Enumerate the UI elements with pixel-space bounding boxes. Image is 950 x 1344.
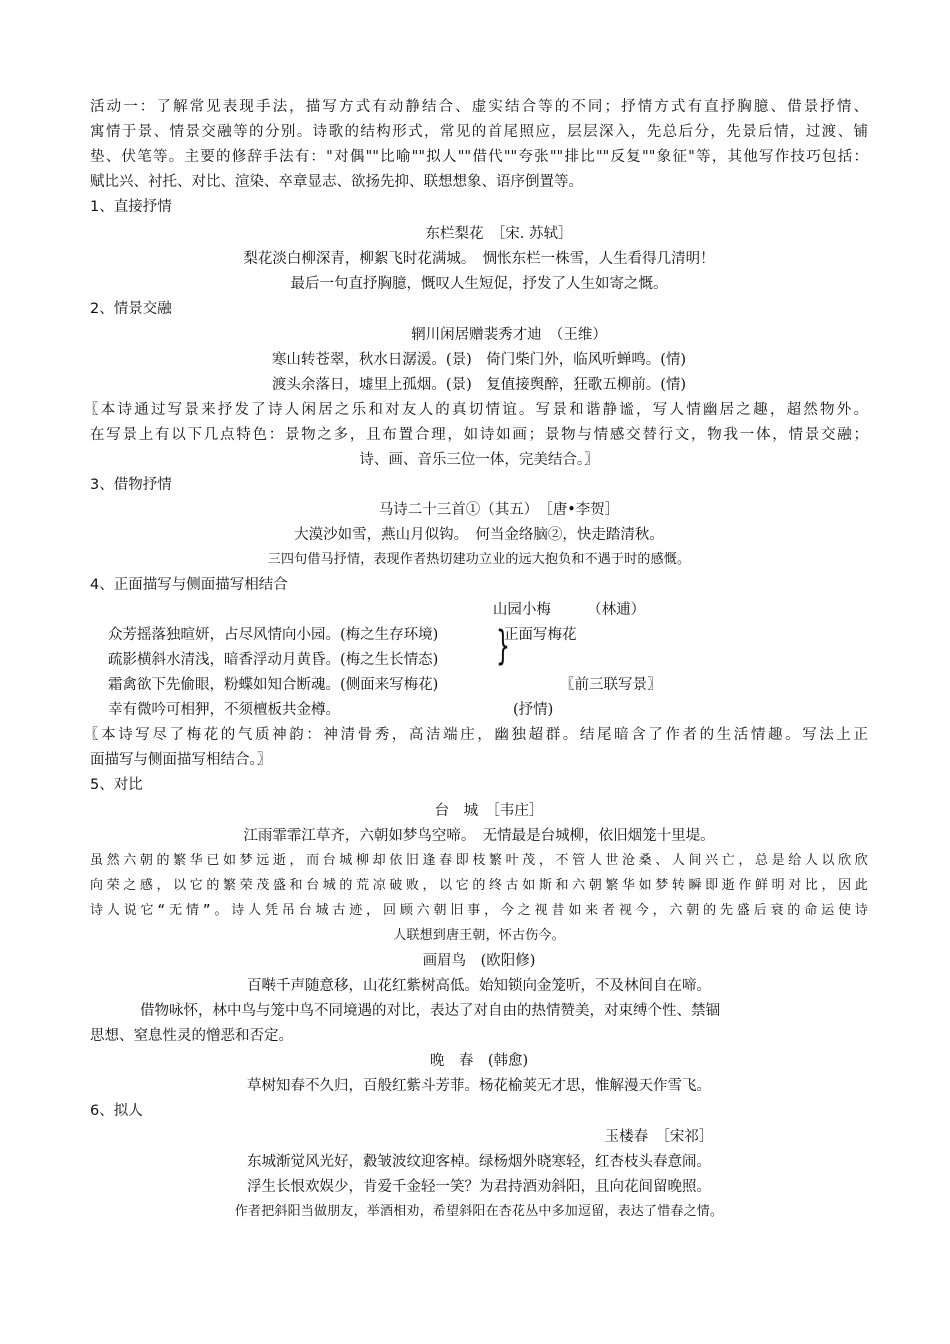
poem-title-5b: 画眉鸟 (欧阳修) bbox=[422, 953, 536, 969]
section-heading-1: 1、直接抒情 bbox=[90, 199, 172, 215]
poem-text-5b: 百啭千声随意移，山花红紫树高低。始知锁向金笼听，不及林间自在啼。 bbox=[247, 978, 711, 994]
poem-text-3: 大漠沙如雪，燕山月似钩。 何当金络脑②，快走踏清秋。 bbox=[294, 527, 664, 543]
poem-title-5c: 晚 春 (韩愈) bbox=[429, 1053, 529, 1069]
poem-title-6: 玉楼春 ［宋祁］ bbox=[604, 1129, 714, 1145]
poem-line-4d-tag: (抒情) bbox=[513, 702, 554, 718]
intro-line-2: 寓情于景、情景交融等的分别。诗歌的结构形式，常见的首尾照应，层层深入，先总后分，先景后情，过渡、铺 bbox=[90, 124, 868, 140]
poem-title-2: 辋川闲居赠裴秀才迪 （王维） bbox=[411, 327, 607, 343]
brace-label: 正面写梅花 bbox=[504, 627, 577, 643]
brace-symbol: } bbox=[496, 623, 510, 669]
poem-line-4c: 霜禽欲下先偷眼，粉蝶如知合断魂。(侧面来写梅花) bbox=[108, 677, 439, 693]
poem-title-4: 山园小梅 （林逋） bbox=[492, 602, 646, 618]
poem-note-6: 作者把斜阳当做朋友，举酒相劝，希望斜阳在杏花丛中多加逗留，表达了惜春之情。 bbox=[234, 1204, 724, 1219]
intro-line-4: 赋比兴、衬托、对比、渲染、卒章显志、欲扬先抑、联想想象、语序倒置等。 bbox=[90, 174, 583, 190]
poem-title-5a: 台 城 ［韦庄］ bbox=[434, 803, 544, 819]
poem-line-4a: 众芳摇落独暄妍，占尽风情向小园。(梅之生存环境) bbox=[108, 627, 439, 643]
section-heading-5: 5、对比 bbox=[90, 777, 143, 793]
poem-text-6a: 东城渐觉风光好，縠皱波纹迎客棹。绿杨烟外晓寒轻，红杏枝头春意闹。 bbox=[247, 1154, 711, 1170]
section-heading-2: 2、情景交融 bbox=[90, 301, 172, 317]
poem-note-4b: 面描写与侧面描写相结合。〗 bbox=[90, 752, 272, 768]
poem-note-5a4: 人联想到唐王朝，怀古伤今。 bbox=[393, 928, 565, 943]
poem-note-5a2: 向荣之感，以它的繁荣茂盛和台城的荒凉破败，以它的终古如斯和六朝繁华如梦转瞬即逝作鲜明对比，因此 bbox=[90, 878, 868, 893]
poem-text-5c: 草树知春不久归，百般红紫斗芳菲。杨花榆荚无才思，惟解漫天作雪飞。 bbox=[247, 1078, 711, 1094]
poem-title-3: 马诗二十三首①（其五） ［唐•李贺］ bbox=[378, 502, 620, 518]
poem-text-1: 梨花淡白柳深青，柳絮飞时花满城。 惆怅东栏一株雪，人生看得几清明！ bbox=[243, 251, 715, 267]
poem-line-4b: 疏影横斜水清浅，暗香浮动月黄昏。(梅之生长情态) bbox=[108, 652, 439, 668]
poem-note-2a: 〖本诗通过写景来抒发了诗人闲居之乐和对友人的真切情谊。写景和谐静谧，写人情幽居之趣，超然物外。 bbox=[84, 402, 868, 418]
poem-note-3: 三四句借马抒情，表现作者热切建功立业的远大抱负和不遇于时的感慨。 bbox=[267, 552, 691, 567]
poem-text-6b: 浮生长恨欢娱少，肯爱千金轻一笑？为君持酒劝斜阳，且向花间留晚照。 bbox=[247, 1179, 711, 1195]
poem-note-5b2: 思想、窒息性灵的憎恶和否定。 bbox=[90, 1028, 293, 1044]
poem-note-5a1: 虽然六朝的繁华已如梦远逝，而台城柳却依旧逢春即枝繁叶茂，不管人世沧桑、人间兴亡，总是给人以欣欣 bbox=[90, 853, 868, 868]
poem-text-5a: 江雨霏霏江草齐，六朝如梦鸟空啼。 无情最是台城柳，依旧烟笼十里堤。 bbox=[243, 828, 715, 844]
poem-note-4a: 〖本诗写尽了梅花的气质神韵：神清骨秀，高洁端庄，幽独超群。结尾暗含了作者的生活情趣。写法上正 bbox=[84, 727, 868, 743]
poem-text-2a: 寒山转苍翠，秋水日潺湲。(景) 倚门柴门外，临风听蝉鸣。(情) bbox=[271, 352, 687, 368]
section-heading-4: 4、正面描写与侧面描写相结合 bbox=[90, 577, 288, 593]
intro-line-1: 活动一：了解常见表现手法，描写方式有动静结合、虚实结合等的不同；抒情方式有直抒胸臆、借景抒情、 bbox=[90, 99, 868, 115]
poem-line-4c-tag: 〖前三联写景〗 bbox=[560, 677, 662, 693]
poem-title-1: 东栏梨花 ［宋. 苏轼］ bbox=[425, 226, 573, 242]
section-heading-6: 6、拟人 bbox=[90, 1103, 143, 1119]
poem-note-2b: 在写景上有以下几点特色：景物之多，且布置合理，如诗如画；景物与情感交替行文，物我一体，情景交融； bbox=[90, 427, 868, 443]
poem-note-2c: 诗、画、音乐三位一体，完美结合。〗 bbox=[359, 452, 599, 468]
poem-note-1: 最后一句直抒胸臆，慨叹人生短促，抒发了人生如寄之慨。 bbox=[290, 276, 668, 292]
poem-line-4d: 幸有微吟可相狎，不须檀板共金樽。 bbox=[108, 702, 340, 718]
poem-note-5a3: 诗人说它“无情”。诗人凭吊台城古迹，回顾六朝旧事，今之视昔如来者视今，六朝的先盛后衰的命运使诗 bbox=[90, 903, 868, 918]
section-heading-3: 3、借物抒情 bbox=[90, 477, 172, 493]
intro-line-3: 垫、伏笔等。主要的修辞手法有："对偶""比喻""拟人""借代""夸张""排比""反复""象征"等，其他写作技巧包括： bbox=[90, 149, 868, 165]
poem-note-5b1: 借物咏怀，林中鸟与笼中鸟不同境遇的对比，表达了对自由的热情赞美，对束缚个性、禁锢 bbox=[140, 1003, 720, 1019]
poem-text-2b: 渡头余落日，墟里上孤烟。(景) 复值接舆醉，狂歌五柳前。(情) bbox=[271, 377, 687, 393]
